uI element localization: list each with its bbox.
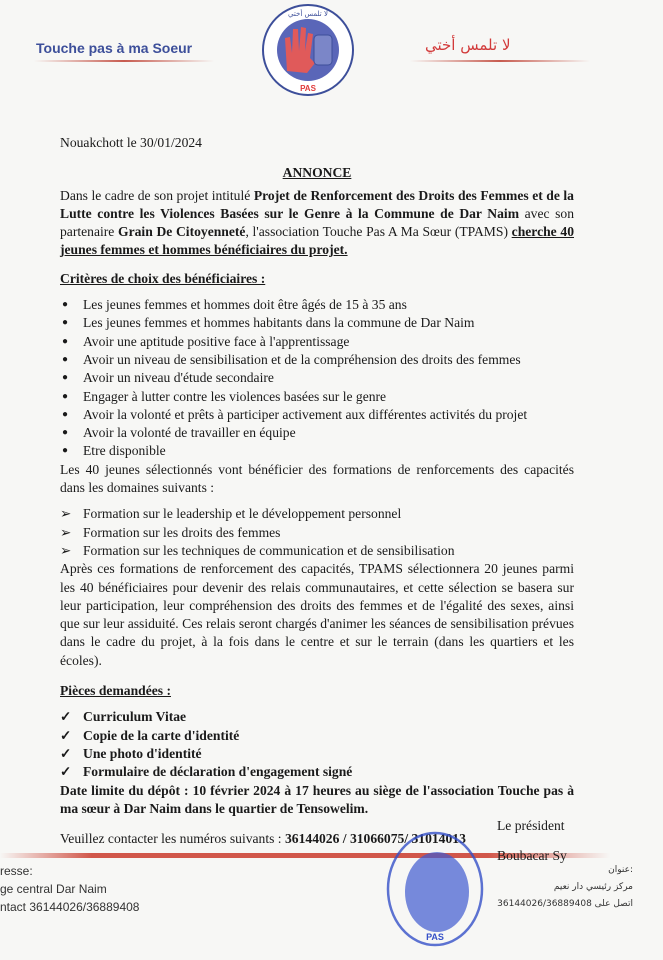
list-item xyxy=(60,351,574,369)
relais-paragraph: Après ces formations de renforcement des capacités, TPAMS sélectionnera 20 jeunes parmi les 40 bénéficiaires pour devenir des relais communautaires, et cette sélection se basera sur leur participation, leur compréhension des droits des femmes et de l'égalité des sexes, ainsi que sur leur assiduité. Ces relais seront chargés d'animer les séances de sensibilisation prévues dans le cadre du projet, à la fois dans le centre et sur le terrain (dans les quartiers et les écoles). xyxy=(60,561,574,668)
item-text: Formation sur le leadership et le développement personnel xyxy=(83,506,402,522)
footer-address-ar xyxy=(497,862,633,913)
checkmark-icon: ✓ xyxy=(60,745,72,761)
checkmark-icon: ✓ xyxy=(60,709,72,725)
project-name: Projet de Renforcement des Droits des Femmes et de la Lutte contre les Violences Basées sur le Genre à la Commune de Dar Naim xyxy=(60,187,574,221)
checkmark-icon: ✓ xyxy=(60,727,72,743)
item-text: Curriculum Vitae xyxy=(83,709,187,725)
arrow-bullet-icon: ➢ xyxy=(60,524,72,540)
item-text: Avoir une aptitude positive face à l'apprentissage xyxy=(83,333,350,349)
intro-paragraph xyxy=(60,187,574,260)
list-item xyxy=(60,442,574,460)
item-text: Les jeunes femmes et hommes habitants dans la commune de Dar Naim xyxy=(83,315,475,331)
bullet-icon: ● xyxy=(62,353,69,365)
footer-line: ge central Dar Naim xyxy=(0,882,107,896)
svg-text:PAS: PAS xyxy=(300,84,316,93)
item-text: Engager à lutter contre les violences basées sur le genre xyxy=(83,388,387,404)
list-item xyxy=(60,296,574,314)
intro-text: Dans le cadre de son projet intitulé xyxy=(60,187,254,203)
item-text: Avoir la volonté de travailler en équipe xyxy=(83,425,296,441)
svg-text:PAS: PAS xyxy=(426,932,444,942)
trainings-intro: Les 40 jeunes sélectionnés vont bénéficier des formations de renforcements des capacités dans les domaines suivants : xyxy=(60,461,574,496)
list-item xyxy=(60,727,574,745)
criteria-list xyxy=(60,296,574,461)
footer-line: مركز رئيسي دار نعيم xyxy=(553,882,633,892)
list-item xyxy=(60,524,574,542)
bullet-icon: ● xyxy=(62,317,69,329)
item-text: Les jeunes femmes et hommes doit être âgés de 15 à 35 ans xyxy=(83,297,407,313)
footer-line: resse: xyxy=(0,864,33,878)
trainings-list xyxy=(60,505,574,560)
documents-heading: Pièces demandées : xyxy=(60,683,171,699)
list-item xyxy=(60,763,574,781)
date-line: Nouakchott le 30/01/2024 xyxy=(60,135,202,150)
deadline: Date limite du dépôt : 10 février 2024 à 17 heures au siège de l'association Touche pas à ma sœur à Dar Naim dans le quartier de Tensowelim. xyxy=(60,782,574,816)
bullet-icon: ● xyxy=(62,408,69,420)
item-text: Copie de la carte d'identité xyxy=(83,727,240,743)
item-text: Formation sur les techniques de communication et de sensibilisation xyxy=(83,542,455,558)
item-text: Avoir la volonté et prêts à participer activement aux différentes activités du projet xyxy=(83,406,528,422)
item-text: Une photo d'identité xyxy=(83,745,202,761)
arrow-bullet-icon: ➢ xyxy=(60,542,72,558)
organization-stamp xyxy=(385,830,485,948)
contact-numbers: 36144026 / 31066075/ 31014013 xyxy=(285,831,466,847)
bullet-icon: ● xyxy=(62,372,69,384)
item-text: Avoir un niveau de sensibilisation et de la compréhension des droits des femmes xyxy=(83,351,521,367)
header-divider-right xyxy=(410,60,590,62)
list-item xyxy=(60,708,574,726)
list-item xyxy=(60,314,574,332)
contact-text: Veuillez contacter les numéros suivants : xyxy=(60,831,285,847)
signature-role: Le président xyxy=(497,818,565,833)
list-item xyxy=(60,505,574,523)
partner-name: Grain De Citoyenneté xyxy=(118,224,246,240)
page-title: ANNONCE xyxy=(282,165,352,181)
bullet-icon: ● xyxy=(62,445,69,457)
documents-list xyxy=(60,708,574,781)
header-divider-left xyxy=(34,60,214,62)
footer-address-fr xyxy=(0,862,139,916)
intro-text: , l'association Touche Pas A Ma Sœur (TPAMS) xyxy=(245,224,512,240)
announcement-body xyxy=(60,134,574,848)
bullet-icon: ● xyxy=(62,335,69,347)
list-item xyxy=(60,424,574,442)
list-item xyxy=(60,542,574,560)
footer-line: عنوان: xyxy=(608,865,633,875)
item-text: Etre disponible xyxy=(83,443,166,459)
bullet-icon: ● xyxy=(62,390,69,402)
header-org-name-fr: Touche pas à ma Soeur xyxy=(36,40,193,56)
svg-text:لا تلمس أختي: لا تلمس أختي xyxy=(288,10,328,18)
list-item xyxy=(60,406,574,424)
list-item xyxy=(60,333,574,351)
header-org-name-ar: لا تلمس أختي xyxy=(425,36,511,54)
item-text: Formation sur les droits des femmes xyxy=(83,524,281,540)
item-text: Formulaire de déclaration d'engagement signé xyxy=(83,764,353,780)
footer-line: اتصل على 36144026/36889408 xyxy=(497,899,633,909)
list-item xyxy=(60,388,574,406)
item-text: Avoir un niveau d'étude secondaire xyxy=(83,370,274,386)
list-item xyxy=(60,369,574,387)
arrow-bullet-icon: ➢ xyxy=(60,506,72,522)
intro-text: avec son partenaire xyxy=(60,205,574,240)
bullet-icon: ● xyxy=(62,299,69,311)
checkmark-icon: ✓ xyxy=(60,764,72,780)
list-item xyxy=(60,745,574,763)
target-text: cherche 40 jeunes femmes et hommes bénéficiaires du projet. xyxy=(60,224,574,258)
criteria-heading: Critères de choix des bénéficiaires : xyxy=(60,270,266,286)
organization-logo xyxy=(245,3,371,98)
footer-line: ntact 36144026/36889408 xyxy=(0,900,140,914)
signature-name: Boubacar Sy xyxy=(497,848,567,863)
bullet-icon: ● xyxy=(62,427,69,439)
